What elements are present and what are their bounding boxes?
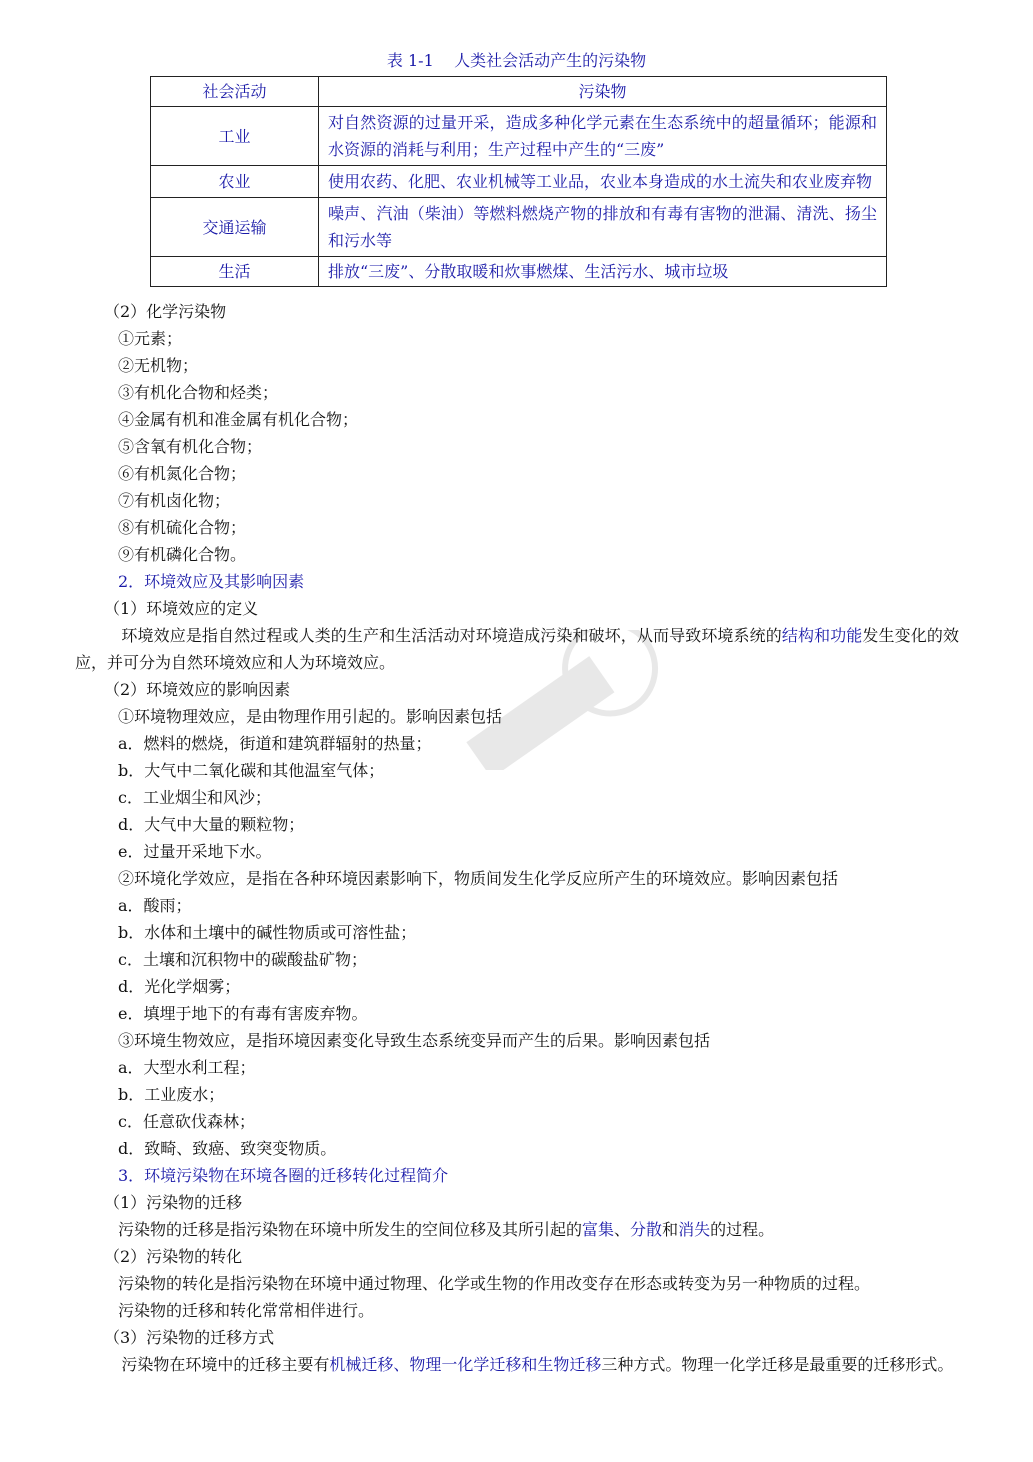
table-row bbox=[151, 257, 887, 287]
list-item: e．过量开采地下水。 bbox=[118, 842, 272, 861]
paragraph-text: 、 bbox=[614, 1220, 631, 1239]
list-item: b．水体和土壤中的碱性物质或可溶性盐； bbox=[118, 923, 417, 942]
list-item: b．工业废水； bbox=[118, 1085, 225, 1104]
highlight-text: 富集 bbox=[582, 1220, 615, 1239]
pollutant-cell: 噪声、汽油（柴油）等燃料燃烧产物的排放和有毒有害物的泄漏、清洗、扬尘和污水等 bbox=[319, 198, 887, 257]
paragraph-text: 污染物在环境中的迁移主要有 bbox=[121, 1355, 330, 1374]
highlight-text: 机械迁移、物理一化学迁移和生物迁移 bbox=[329, 1355, 602, 1374]
list-item: ⑥有机氮化合物； bbox=[118, 464, 247, 483]
list-item: a．燃料的燃烧，街道和建筑群辐射的热量； bbox=[118, 734, 432, 753]
effect-definition-paragraph bbox=[75, 622, 959, 676]
list-item: d．致畸、致癌、致突变物质。 bbox=[118, 1139, 337, 1158]
activity-cell: 生活 bbox=[151, 257, 319, 287]
list-item: ②无机物； bbox=[118, 356, 199, 375]
migration-heading: （1）污染物的迁移 bbox=[104, 1193, 243, 1212]
paragraph-text: 和 bbox=[662, 1220, 679, 1239]
paragraph-text: 污染物的迁移是指污染物在环境中所发生的空间位移及其所引起的 bbox=[118, 1220, 583, 1239]
highlight-text: 消失 bbox=[678, 1220, 711, 1239]
activity-cell: 农业 bbox=[151, 166, 319, 198]
column-header-activity: 社会活动 bbox=[151, 77, 319, 107]
transformation-heading: （2）污染物的转化 bbox=[104, 1247, 243, 1266]
table-caption: 表 1-1 人类社会活动产生的污染物 bbox=[386, 51, 647, 70]
list-item: ⑤含氧有机化合物； bbox=[118, 437, 263, 456]
pollutant-cell: 对自然资源的过量开采，造成多种化学元素在生态系统中的超量循环；能源和水资源的消耗与利用；生产过程中产生的“三废” bbox=[319, 107, 887, 166]
chemical-pollutants-heading: （2）化学污染物 bbox=[104, 302, 227, 321]
effect-factors-heading: （2）环境效应的影响因素 bbox=[104, 680, 291, 699]
list-item: ④金属有机和准金属有机化合物； bbox=[118, 410, 359, 429]
list-item: ⑧有机硫化合物； bbox=[118, 518, 247, 537]
column-header-pollutants: 污染物 bbox=[319, 77, 887, 107]
paragraph-text: 发生变化的效应，并可分为自然环境效应和人为环境效应。 bbox=[75, 626, 959, 672]
biological-effect-intro: ③环境生物效应，是指环境因素变化导致生态系统变异而产生的后果。影响因素包括 bbox=[118, 1031, 711, 1050]
section-2-title: 2．环境效应及其影响因素 bbox=[118, 572, 305, 591]
list-item: d．光化学烟雾； bbox=[118, 977, 241, 996]
list-item: b．大气中二氧化碳和其他温室气体； bbox=[118, 761, 385, 780]
transformation-paragraph: 污染物的转化是指污染物在环境中通过物理、化学或生物的作用改变存在形态或转变为另一种物质的过程。 bbox=[118, 1274, 871, 1293]
table-header-row bbox=[151, 77, 887, 107]
list-item: d．大气中大量的颗粒物； bbox=[118, 815, 305, 834]
paragraph-text: 的过程。 bbox=[710, 1220, 775, 1239]
pollutant-table bbox=[150, 76, 887, 287]
chemical-effect-intro: ②环境化学效应，是指在各种环境因素影响下，物质间发生化学反应所产生的环境效应。影响因素包括 bbox=[118, 869, 839, 888]
list-item: ⑦有机卤化物； bbox=[118, 491, 231, 510]
pollutant-cell: 使用农药、化肥、农业机械等工业品，农业本身造成的水土流失和农业废弃物 bbox=[319, 166, 887, 198]
paragraph-text: 环境效应是指自然过程或人类的生产和生活活动对环境造成污染和破坏，从而导致环境系统的 bbox=[121, 626, 782, 645]
list-item: c．土壤和沉积物中的碳酸盐矿物； bbox=[118, 950, 367, 969]
list-item: ③有机化合物和烃类； bbox=[118, 383, 279, 402]
highlight-text: 分散 bbox=[630, 1220, 663, 1239]
paragraph-text: 三种方式。物理一化学迁移是最重要的迁移形式。 bbox=[601, 1355, 954, 1374]
list-item: e．填埋于地下的有毒有害废弃物。 bbox=[118, 1004, 368, 1023]
activity-cell: 工业 bbox=[151, 107, 319, 166]
section-3-title: 3．环境污染物在环境各圈的迁移转化过程简介 bbox=[118, 1166, 449, 1185]
migration-transformation-note: 污染物的迁移和转化常常相伴进行。 bbox=[118, 1301, 375, 1320]
pollutant-cell: 排放“三废”、分散取暖和炊事燃煤、生活污水、城市垃圾 bbox=[319, 257, 887, 287]
list-item: a．大型水利工程； bbox=[118, 1058, 256, 1077]
list-item: a．酸雨； bbox=[118, 896, 192, 915]
highlight-text: 结构和功能 bbox=[781, 626, 863, 645]
physical-effect-intro: ①环境物理效应，是由物理作用引起的。影响因素包括 bbox=[118, 707, 503, 726]
list-item: c．工业烟尘和风沙； bbox=[118, 788, 271, 807]
list-item: ①元素； bbox=[118, 329, 183, 348]
table-row bbox=[151, 107, 887, 166]
migration-modes-heading: （3）污染物的迁移方式 bbox=[104, 1328, 275, 1347]
effect-definition-heading: （1）环境效应的定义 bbox=[104, 599, 259, 618]
table-row bbox=[151, 198, 887, 257]
migration-paragraph bbox=[118, 1216, 774, 1243]
list-item: ⑨有机磷化合物。 bbox=[118, 545, 247, 564]
table-row bbox=[151, 166, 887, 198]
activity-cell: 交通运输 bbox=[151, 198, 319, 257]
list-item: c．任意砍伐森林； bbox=[118, 1112, 255, 1131]
migration-modes-paragraph bbox=[75, 1351, 959, 1378]
